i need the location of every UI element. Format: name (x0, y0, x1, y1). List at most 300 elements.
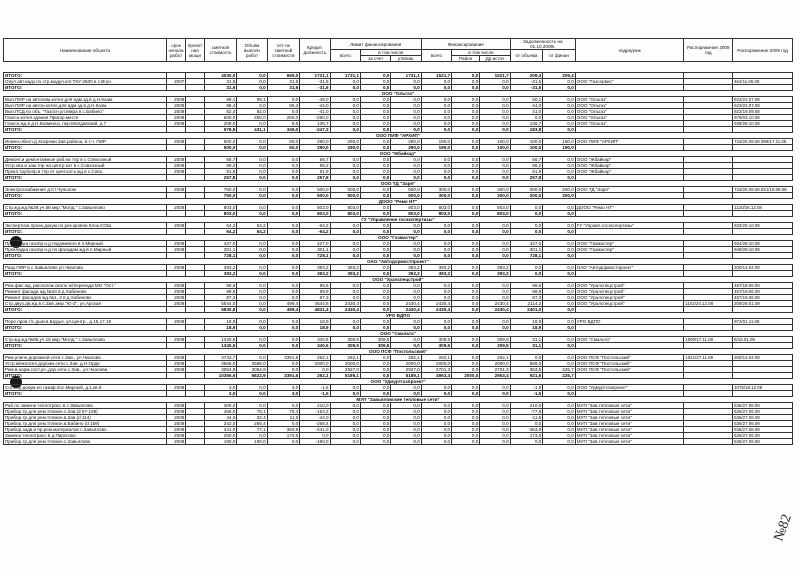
table-cell: 0,0 (330, 385, 360, 391)
table-cell: 0,0 (543, 157, 576, 163)
table-cell: 0,0 (421, 115, 451, 121)
row-label: Прокладка газопр.н.д по фасадам жд.в п.Мирный (4, 247, 167, 253)
table-cell: 0,0 (360, 145, 390, 151)
table-cell: 18,9 (300, 325, 330, 331)
table-cell: -31,6 (510, 79, 543, 85)
table-cell: 200,0 (510, 193, 543, 199)
table-cell: 0,0 (360, 223, 390, 229)
table-cell: 309,5 (421, 337, 451, 343)
table-cell: -44,0 (300, 415, 330, 421)
table-cell: -1,5 (510, 391, 543, 397)
table-header (3, 38, 793, 70)
table-cell: 0,0 (480, 163, 510, 169)
table-cell: 0,0 (360, 355, 390, 361)
table-cell: 0,0 (391, 115, 421, 121)
table-cell: 427,0 (510, 241, 543, 247)
table-cell: 0,0 (391, 253, 421, 259)
table-cell: 0,0 (421, 325, 451, 331)
table-cell: 0,0 (452, 421, 480, 427)
table-cell: ООО "Ольгаз" (575, 115, 684, 121)
table-cell: 2430,4 (480, 307, 510, 313)
table-cell: 0,0 (330, 415, 360, 421)
table-cell: 0,0 (452, 325, 480, 331)
table-cell: 972/01.11.08 (733, 319, 793, 325)
table-cell: 0,0 (452, 139, 480, 145)
table-cell: 1102/24.12.08 (684, 301, 733, 307)
table-cell: 803,0 (330, 211, 360, 217)
table-cell: 487/19.06.09 (733, 283, 793, 289)
table-cell: 2430,4 (330, 307, 360, 313)
table-cell: 0,0 (543, 271, 576, 277)
table-cell: 427,0 (300, 241, 330, 247)
table-cell: 1521,7 (421, 73, 451, 79)
table-cell: 257,8 (204, 175, 237, 181)
table-cell: 0,0 (421, 79, 451, 85)
table-cell: 0,0 (330, 295, 360, 301)
table-cell: 3391,6 (267, 373, 300, 379)
table-cell: 0,0 (421, 103, 451, 109)
table-cell: 0,0 (237, 139, 267, 145)
table-cell: 0,0 (330, 85, 360, 91)
row-label: Вып.ПСД по объ. "Газосн.ул.Мира в с.Бабино" (4, 109, 167, 115)
table-cell: 0,0 (452, 163, 480, 169)
table-cell: 0,0 (360, 127, 390, 133)
table-cell: 0,0 (330, 169, 360, 175)
table-cell: 262,1 (300, 373, 330, 379)
table-cell: 487/19.06.09 (733, 295, 793, 301)
table-cell: 2008 (166, 403, 186, 409)
table-cell: 0,0 (360, 433, 390, 439)
table-cell: 99,2 (204, 163, 237, 169)
table-cell: 64,2 (204, 229, 237, 235)
table-cell: 99,2 (300, 163, 330, 169)
table-cell: 0,0 (421, 175, 451, 181)
row-label: ИТОГО: (4, 343, 167, 349)
table-cell: 31,6 (267, 79, 300, 85)
table-cell: 0,0 (267, 97, 300, 103)
table-cell: 0,0 (330, 409, 360, 415)
table-cell: 0,0 (543, 169, 576, 175)
table-cell: 393,2 (330, 265, 360, 271)
table-cell: 209,4 (543, 73, 576, 79)
table-cell: 622/22.07.08 (733, 97, 793, 103)
table-cell: 0,0 (237, 283, 267, 289)
table-cell: -11,6 (510, 415, 543, 421)
table-cell: 0,0 (421, 415, 451, 421)
table-cell: 0,0 (237, 265, 267, 271)
table-cell: -247,3 (300, 127, 330, 133)
table-cell: 210,0 (510, 403, 543, 409)
table-cell: 8,6 (267, 121, 300, 127)
table-cell: 0,0 (480, 403, 510, 409)
table-cell: 2008 (166, 283, 186, 289)
table-cell: 0,0 (421, 319, 451, 325)
table-cell: 5622,9 (237, 373, 267, 379)
table-cell: 0,0 (510, 205, 543, 211)
row-label: Стр.жд.жд.№28,уч.58 мкр."Молд." с.Завьялово (4, 205, 167, 211)
table-cell: 173,6 (510, 433, 543, 439)
table-cell: 0,0 (452, 115, 480, 121)
table-cell: 0,0 (510, 271, 543, 277)
table-cell: 393,2 (300, 271, 330, 277)
table-cell: 99,2 (510, 163, 543, 169)
table-cell: 0,0 (360, 229, 390, 235)
table-cell: 0,0 (360, 121, 390, 127)
table-cell: 0,0 (360, 361, 390, 367)
table-cell: 0,0 (237, 247, 267, 253)
table-cell: 0,0 (360, 205, 390, 211)
table-cell: 0,0 (237, 343, 267, 349)
table-cell: 0,0 (267, 223, 300, 229)
row-label: ИТОГО: (4, 391, 167, 397)
table-cell: 0,0 (391, 127, 421, 133)
table-cell: ООО "Удмуртгазпроект" (575, 385, 684, 391)
table-cell: 393,2 (391, 265, 421, 271)
table-cell: 2008 (166, 223, 186, 229)
table-cell: 0,0 (480, 109, 510, 115)
table-cell: 0,0 (480, 175, 510, 181)
table-cell: 3733,7 (204, 355, 237, 361)
table-cell: 2008 (166, 319, 186, 325)
table-cell: 225,7 (543, 373, 576, 379)
table-cell: 0,0 (237, 403, 267, 409)
table-cell: 0,0 (360, 385, 390, 391)
table-cell: 0,0 (543, 163, 576, 169)
table-cell: 0,0 (480, 79, 510, 85)
table-cell: 64,2 (237, 229, 267, 235)
table-cell: 209,4 (510, 73, 543, 79)
table-cell: 0,0 (421, 241, 451, 247)
table-cell: 0,0 (452, 121, 480, 127)
row-label: Газосн.жд.в д.Н.Казмекса, пер.Молдавский, д.7 (4, 121, 167, 127)
table-cell: 301,1 (510, 247, 543, 253)
table-cell: 0,0 (543, 205, 576, 211)
table-cell: -266,4 (300, 421, 330, 427)
table-cell: 0,0 (330, 319, 360, 325)
table-cell: 0,0 (452, 127, 480, 133)
table-cell: 0,0 (480, 289, 510, 295)
table-cell: 393,2 (480, 271, 510, 277)
table-cell: 0,0 (543, 289, 576, 295)
table-cell: 2000,0 (300, 361, 330, 367)
row-label: ИТОГО: (4, 175, 167, 181)
table-cell: 3054,9 (204, 367, 237, 373)
table-cell: ООО "Жбайкар" (575, 169, 684, 175)
table-cell: 6/15.01.09 (733, 337, 793, 343)
table-cell: МУП "Зав.тепловые сети" (575, 415, 684, 421)
table-cell: 0,0 (267, 229, 300, 235)
table-cell: 2008 (166, 241, 186, 247)
table-cell: 0,0 (452, 307, 480, 313)
table-cell: 0,0 (510, 211, 543, 217)
table-cell: 1731,1 (300, 73, 330, 79)
table-cell: 2430,4 (421, 301, 451, 307)
table-cell: -31,6 (510, 85, 543, 91)
table-cell: 3391,6 (267, 355, 300, 361)
header-contractor: подрядчик (575, 39, 684, 62)
table-cell: 209/29.01.09 (733, 301, 793, 307)
table-cell: 0,0 (452, 97, 480, 103)
table-cell: -49,0 (300, 97, 330, 103)
header-fin-total: всего (421, 50, 451, 62)
table-cell: 0,0 (237, 241, 267, 247)
table-cell: 0,0 (391, 325, 421, 331)
table-cell: 266,4 (237, 421, 267, 427)
table-cell: -44,0 (300, 103, 330, 109)
table-cell: 803,0 (204, 205, 237, 211)
table-cell: 290,0 (330, 139, 360, 145)
table-cell: 363,9 (267, 427, 300, 433)
table-cell: МУП "Зав.тепловые сети" (575, 403, 684, 409)
table-cell: 2008 (166, 265, 186, 271)
table-cell: 0,0 (452, 271, 480, 277)
table-cell: ООО "Смальта" (575, 337, 684, 343)
table-cell: 0,0 (543, 241, 576, 247)
table-cell: 87,3 (510, 295, 543, 301)
table-cell: 0,0 (267, 211, 300, 217)
table-cell: 464/11.06.08 (733, 79, 793, 85)
table-cell: 200,0 (543, 193, 576, 199)
table-cell: 250,0 (237, 115, 267, 121)
table-cell: 345,0 (267, 127, 300, 133)
table-cell: 0,0 (452, 409, 480, 415)
table-cell: 0,0 (543, 343, 576, 349)
table-cell: 2007 (166, 79, 186, 85)
table-cell: 0,0 (360, 265, 390, 271)
table-cell: 210,0 (300, 403, 330, 409)
row-label: Инжен.обесп.д.Хохреми Зав.района, в т.ч. ПИР (4, 139, 167, 145)
table-cell: 3054,9 (237, 367, 267, 373)
table-cell: 0,0 (421, 121, 451, 127)
table-cell: -154,2 (300, 409, 330, 415)
table-cell: 3,0 (204, 391, 237, 397)
table-cell: -441,0 (300, 427, 330, 433)
row-label: Пере.пров.т/с.дым.в.Шудья, ул.Центр., д.15,17,19 (4, 319, 167, 325)
table-cell: 0,0 (452, 355, 480, 361)
table-cell: 728,1 (510, 253, 543, 259)
table-cell: 0,0 (452, 193, 480, 199)
header-debt-fin: от финан (543, 50, 576, 62)
table-cell: 0,0 (421, 283, 451, 289)
table-cell: 309,5 (480, 337, 510, 343)
table-cell: 0,0 (330, 109, 360, 115)
table-cell: 32,4 (237, 415, 267, 421)
table-cell: 0,0 (421, 391, 451, 397)
table-cell: 0,0 (330, 427, 360, 433)
table-cell: 309,5 (421, 343, 451, 349)
table-cell: 0,0 (421, 247, 451, 253)
table-cell: 0,0 (237, 163, 267, 169)
table-cell: 10356,6 (204, 373, 237, 379)
table-cell: 0,0 (480, 427, 510, 433)
table-cell: 0,0 (391, 103, 421, 109)
table-cell: 4831,4 (300, 307, 330, 313)
header-fin-other: Др.источ (480, 56, 510, 62)
section-title: ООО "Жбайкар" (4, 151, 793, 157)
table-cell: ООО "Ольгаз" (575, 109, 684, 115)
table-cell: 0,0 (360, 103, 390, 109)
row-label: ИТОГО: (4, 85, 167, 91)
table-cell: 0,0 (421, 163, 451, 169)
table-cell: 0,0 (360, 439, 390, 445)
table-cell: 979/03.10.08 (733, 115, 793, 121)
table-cell: 0,0 (480, 85, 510, 91)
table-cell: 0,0 (480, 325, 510, 331)
table-cell: 0,0 (360, 211, 390, 217)
table-cell: 0,0 (391, 169, 421, 175)
table-cell: 0,0 (421, 127, 451, 133)
table-cell: 0,0 (330, 97, 360, 103)
table-cell: 0,0 (452, 265, 480, 271)
table-cell: ООО "Уралспецстрой" (575, 289, 684, 295)
table-cell: 11,6 (267, 415, 300, 421)
table-cell: 1120/26.12.08 (733, 205, 793, 211)
table-cell: -31,6 (300, 79, 330, 85)
table-cell: 0,0 (452, 79, 480, 85)
table-cell: 76,4 (267, 409, 300, 415)
table-cell: 0,0 (267, 421, 300, 427)
table-cell: 2008 (166, 121, 186, 127)
table-cell: 934/28.10.08 (733, 241, 793, 247)
row-label: Рем.уличн.дорожной сети с.Зав., ул.Чкалова (4, 355, 167, 361)
table-cell: 1731,1 (391, 73, 421, 79)
table-cell: 0,0 (391, 79, 421, 85)
table-cell: 921,6 (510, 373, 543, 379)
table-cell: 0,0 (510, 421, 543, 427)
table-cell: 978,5 (204, 127, 237, 133)
table-cell: 0,0 (237, 121, 267, 127)
row-label: Опул.авт.надз.по стр.модул.кот.ТКУ-2500 в с.Вгун (4, 79, 167, 85)
table-cell: 0,0 (421, 409, 451, 415)
table-cell: 500,0 (330, 193, 360, 199)
table-cell: 2008 (166, 415, 186, 421)
table-cell: 0,0 (391, 109, 421, 115)
table-cell: 0,0 (330, 229, 360, 235)
table-cell: 18,9 (300, 319, 330, 325)
table-cell: 0,0 (452, 157, 480, 163)
table-cell: 200,0 (510, 187, 543, 193)
row-label: ИТОГО: (4, 73, 167, 79)
table-cell: 0,0 (330, 283, 360, 289)
table-cell: 0,0 (391, 85, 421, 91)
table-cell: 0,0 (360, 367, 390, 373)
table-cell: 0,0 (452, 319, 480, 325)
table-cell: 99,6 (510, 283, 543, 289)
table-cell: 4030,0 (204, 73, 237, 79)
row-label: Прибор.тр.для рем.тплмон.в.Зав.(d 114) (4, 415, 167, 421)
section-title: ООО ТД "Заря" (4, 181, 793, 187)
table-cell: 393,2 (300, 265, 330, 271)
table-cell: 0,0 (543, 115, 576, 121)
table-cell: 0,0 (480, 169, 510, 175)
table-cell: 0,0 (452, 289, 480, 295)
table-cell: 3,0 (267, 385, 300, 391)
table-cell: 0,0 (543, 121, 576, 127)
table-cell: 393,2 (480, 265, 510, 271)
table-cell: 0,0 (237, 193, 267, 199)
table-cell: 2401,0 (510, 307, 543, 313)
row-label: Стр.жд.жд.№65,уч.15 мкр."Молд." с.Завьялово (4, 337, 167, 343)
table-cell: 0,0 (543, 247, 576, 253)
table-cell: 250,0 (267, 115, 300, 121)
table-cell: ООО "Газсервис" (575, 79, 684, 85)
table-cell: 2008 (166, 355, 186, 361)
table-cell: 0,0 (391, 421, 421, 427)
row-label: ИТОГО: (4, 211, 167, 217)
table-cell: 0,0 (452, 439, 480, 445)
table-cell: 803,0 (300, 211, 330, 217)
table-cell: 0,0 (360, 247, 390, 253)
row-label: Электроснабжение д.Ст.Чульпом (4, 187, 167, 193)
row-label: Прокл.трубопр.в тпр от цент.кот.к жд.в с.Совх. (4, 169, 167, 175)
row-label: Прокладка газопр.н.д подземного в п.Мирный (4, 241, 167, 247)
table-cell: 18,9 (204, 325, 237, 331)
table-cell: 0,0 (452, 433, 480, 439)
table-cell: 0,0 (237, 103, 267, 109)
table-cell: 0,0 (543, 403, 576, 409)
row-label: Прибор.тр.для рем.тплмон.с.Зав.(d 57-108) (4, 409, 167, 415)
table-cell: 803,0 (421, 205, 451, 211)
table-cell: 1021/27.11.08 (684, 355, 733, 361)
table-cell: 0,0 (237, 271, 267, 277)
table-cell: 0,0 (421, 253, 451, 259)
table-cell: 301,1 (300, 247, 330, 253)
table-cell: 750,0 (204, 193, 237, 199)
table-cell: 2008 (166, 115, 186, 121)
handwritten-margin-note: №82 (771, 512, 795, 544)
table-cell: 0,0 (360, 295, 390, 301)
table-cell: 441,0 (204, 427, 237, 433)
row-label: Стр.двух.дв.жд.в с.Зав.,мкр."Ю-2", ул.Арская (4, 301, 167, 307)
row-label: Согл.пр.докум.по газиф.пос.Мирный, д.1,кв.6 (4, 385, 167, 391)
table-cell: 2008 (166, 163, 186, 169)
table-cell: 99,1 (237, 97, 267, 103)
table-cell: УРО ВДПО (575, 319, 684, 325)
table-cell: 2008 (166, 409, 186, 415)
table-cell: 2430,4 (391, 307, 421, 313)
row-label: ИТОГО: (4, 229, 167, 235)
table-cell: 0,0 (480, 103, 510, 109)
header-order-2009: Распоряжение 2009 год (733, 39, 793, 62)
table-cell: МУП "Зав.тепловые сети" (575, 433, 684, 439)
table-cell: ООО "Уралспецстрой" (575, 295, 684, 301)
table-cell: 0,0 (480, 121, 510, 127)
table-cell: 262,1 (480, 355, 510, 361)
table-cell: 0,0 (237, 325, 267, 331)
table-cell: ООО ПСФ "Постольский" (575, 361, 684, 367)
row-label: ИТОГО: (4, 325, 167, 331)
row-label: Рем.фас.жд, располож.около жтпереезда МО "Ост." (4, 283, 167, 289)
table-cell: 0,0 (360, 187, 390, 193)
table-cell: 50,1 (510, 97, 543, 103)
row-label: Ремонт фасада жд.№43 в д.Хабиново (4, 289, 167, 295)
table-cell: 803,0 (391, 211, 421, 217)
table-cell: 0,0 (360, 373, 390, 379)
table-cell: 0,0 (452, 187, 480, 193)
table-cell: 190,0 (543, 145, 576, 151)
table-cell: 431,1 (237, 127, 267, 133)
table-cell: 536/27.06.09 (733, 403, 793, 409)
table-cell: 0,0 (480, 115, 510, 121)
table-cell: 99,6 (204, 283, 237, 289)
table-cell: 0,0 (391, 229, 421, 235)
table-cell: 0,0 (543, 127, 576, 133)
header-volume: Объём выполн работ (237, 39, 267, 62)
table-cell: 499,4 (267, 301, 300, 307)
header-order-2008: Распоряжение 2008 год (684, 39, 733, 62)
table-cell: 0,0 (360, 139, 390, 145)
table-cell: 64,2 (237, 223, 267, 229)
